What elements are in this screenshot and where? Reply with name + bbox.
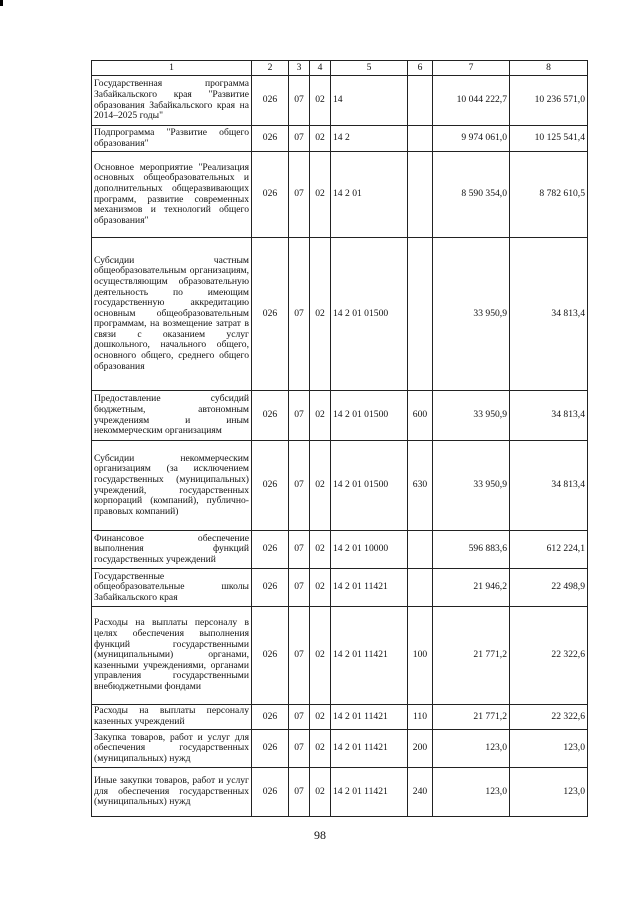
- cell-expense-type: 110: [408, 705, 433, 730]
- cell-admin-code: 026: [252, 391, 289, 441]
- cell-subsection: 02: [310, 441, 331, 531]
- cell-subsection: 02: [310, 607, 331, 705]
- cell-section: 07: [289, 441, 310, 531]
- cell-target-article: 14 2 01 01500: [331, 238, 408, 391]
- cell-section: 07: [289, 730, 310, 768]
- cell-target-article: 14 2 01 01500: [331, 441, 408, 531]
- table-row: [92, 531, 588, 569]
- cell-section: 07: [289, 152, 310, 238]
- col-header-5: 5: [331, 61, 408, 76]
- cell-amount-year2: 10 236 571,0: [510, 76, 588, 126]
- cell-expense-type: [408, 152, 433, 238]
- table-row: [92, 152, 588, 238]
- cell-admin-code: 026: [252, 238, 289, 391]
- row-description: Расходы на выплаты персоналу в целях обеспечения выполнения функций государственными (муниципальными) органами, казенными учреждениями, органами управления государственными внебюджетными фондами: [92, 607, 252, 705]
- row-description: Основное мероприятие "Реализация основных общеобразовательных и дополнительных общеразвивающих программ, развитие современных механизмов и технологий общего образования": [92, 152, 252, 238]
- row-description: Подпрограмма "Развитие общего образования": [92, 126, 252, 152]
- scan-corner-mark: [0, 0, 3, 6]
- cell-amount-year2: 612 224,1: [510, 531, 588, 569]
- budget-table: [91, 60, 588, 817]
- cell-admin-code: 026: [252, 730, 289, 768]
- row-description: Финансовое обеспечение выполнения функций государственных учреждений: [92, 531, 252, 569]
- table-row: [92, 238, 588, 391]
- cell-expense-type: [408, 76, 433, 126]
- table-row: [92, 730, 588, 768]
- col-header-2: 2: [252, 61, 289, 76]
- row-description: Предоставление субсидий бюджетным, автономным учреждениям и иным некоммерческим организациям: [92, 391, 252, 441]
- cell-amount-year2: 10 125 541,4: [510, 126, 588, 152]
- page-number: 98: [314, 828, 326, 842]
- cell-subsection: 02: [310, 126, 331, 152]
- cell-amount-year1: 33 950,9: [433, 238, 510, 391]
- cell-target-article: 14 2 01 11421: [331, 705, 408, 730]
- table-row: [92, 391, 588, 441]
- cell-amount-year2: 123,0: [510, 768, 588, 817]
- cell-target-article: 14 2 01: [331, 152, 408, 238]
- row-description: Субсидии частным общеобразовательным организациям, осуществляющим образовательную деятельность по имеющим государственную аккредитацию основным общеобразовательным программам, на возмещение затрат в связи с оказанием услуг дошкольного, начального общего, основного общего, среднего общего образования: [92, 238, 252, 391]
- cell-section: 07: [289, 391, 310, 441]
- cell-target-article: 14 2 01 11421: [331, 607, 408, 705]
- cell-amount-year1: 596 883,6: [433, 531, 510, 569]
- cell-admin-code: 026: [252, 441, 289, 531]
- cell-expense-type: [408, 569, 433, 607]
- cell-target-article: 14: [331, 76, 408, 126]
- cell-admin-code: 026: [252, 531, 289, 569]
- cell-amount-year2: 22 322,6: [510, 705, 588, 730]
- cell-admin-code: 026: [252, 152, 289, 238]
- cell-target-article: 14 2: [331, 126, 408, 152]
- row-description: Расходы на выплаты персоналу казенных учреждений: [92, 705, 252, 730]
- row-description: Иные закупки товаров, работ и услуг для обеспечения государственных (муниципальных) нужд: [92, 768, 252, 817]
- cell-target-article: 14 2 01 11421: [331, 569, 408, 607]
- cell-amount-year1: 123,0: [433, 730, 510, 768]
- cell-amount-year1: 8 590 354,0: [433, 152, 510, 238]
- cell-amount-year2: 34 813,4: [510, 441, 588, 531]
- cell-subsection: 02: [310, 531, 331, 569]
- table-row: [92, 768, 588, 817]
- cell-subsection: 02: [310, 730, 331, 768]
- cell-admin-code: 026: [252, 768, 289, 817]
- cell-section: 07: [289, 569, 310, 607]
- cell-amount-year1: 21 771,2: [433, 607, 510, 705]
- cell-section: 07: [289, 126, 310, 152]
- cell-expense-type: 100: [408, 607, 433, 705]
- cell-expense-type: [408, 126, 433, 152]
- cell-section: 07: [289, 768, 310, 817]
- cell-subsection: 02: [310, 238, 331, 391]
- cell-amount-year1: 21 946,2: [433, 569, 510, 607]
- cell-admin-code: 026: [252, 126, 289, 152]
- cell-subsection: 02: [310, 152, 331, 238]
- row-description: Закупка товаров, работ и услуг для обеспечения государственных (муниципальных) нужд: [92, 730, 252, 768]
- row-description: Государственная программа Забайкальского края "Развитие образования Забайкальского края на 2014–2025 годы": [92, 76, 252, 126]
- cell-amount-year1: 21 771,2: [433, 705, 510, 730]
- table-row: [92, 705, 588, 730]
- cell-subsection: 02: [310, 391, 331, 441]
- cell-section: 07: [289, 238, 310, 391]
- cell-expense-type: [408, 531, 433, 569]
- cell-amount-year1: 33 950,9: [433, 391, 510, 441]
- cell-amount-year1: 10 044 222,7: [433, 76, 510, 126]
- cell-section: 07: [289, 705, 310, 730]
- cell-section: 07: [289, 76, 310, 126]
- cell-expense-type: [408, 238, 433, 391]
- col-header-4: 4: [310, 61, 331, 76]
- cell-expense-type: 200: [408, 730, 433, 768]
- cell-subsection: 02: [310, 569, 331, 607]
- cell-expense-type: 630: [408, 441, 433, 531]
- cell-subsection: 02: [310, 768, 331, 817]
- cell-target-article: 14 2 01 01500: [331, 391, 408, 441]
- cell-admin-code: 026: [252, 607, 289, 705]
- cell-target-article: 14 2 01 11421: [331, 768, 408, 817]
- cell-target-article: 14 2 01 10000: [331, 531, 408, 569]
- cell-target-article: 14 2 01 11421: [331, 730, 408, 768]
- table-row: [92, 607, 588, 705]
- col-header-3: 3: [289, 61, 310, 76]
- cell-admin-code: 026: [252, 705, 289, 730]
- cell-amount-year2: 22 322,6: [510, 607, 588, 705]
- cell-amount-year1: 33 950,9: [433, 441, 510, 531]
- cell-amount-year2: 22 498,9: [510, 569, 588, 607]
- cell-amount-year2: 8 782 610,5: [510, 152, 588, 238]
- table-row: [92, 76, 588, 126]
- table-row: [92, 569, 588, 607]
- col-header-1: 1: [92, 61, 252, 76]
- cell-subsection: 02: [310, 76, 331, 126]
- cell-amount-year2: 34 813,4: [510, 391, 588, 441]
- cell-admin-code: 026: [252, 569, 289, 607]
- cell-expense-type: 600: [408, 391, 433, 441]
- cell-amount-year1: 123,0: [433, 768, 510, 817]
- cell-amount-year1: 9 974 061,0: [433, 126, 510, 152]
- cell-subsection: 02: [310, 705, 331, 730]
- cell-amount-year2: 34 813,4: [510, 238, 588, 391]
- table-header-row: [92, 61, 588, 76]
- col-header-8: 8: [510, 61, 588, 76]
- cell-admin-code: 026: [252, 76, 289, 126]
- cell-section: 07: [289, 607, 310, 705]
- table-row: [92, 441, 588, 531]
- table-row: [92, 126, 588, 152]
- row-description: Государственные общеобразовательные школы Забайкальского края: [92, 569, 252, 607]
- cell-expense-type: 240: [408, 768, 433, 817]
- col-header-6: 6: [408, 61, 433, 76]
- cell-amount-year2: 123,0: [510, 730, 588, 768]
- cell-section: 07: [289, 531, 310, 569]
- col-header-7: 7: [433, 61, 510, 76]
- row-description: Субсидии некоммерческим организациям (за исключением государственных (муниципальных) учреждений, государственных корпораций (компаний), публично-правовых компаний): [92, 441, 252, 531]
